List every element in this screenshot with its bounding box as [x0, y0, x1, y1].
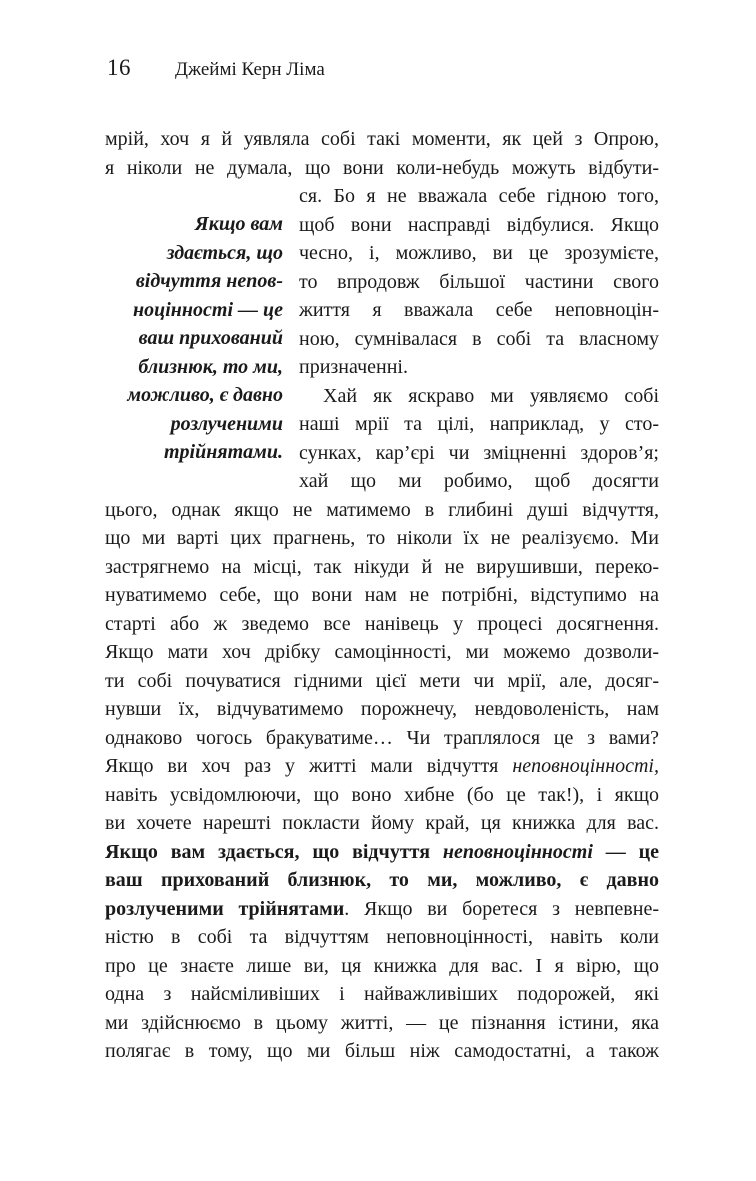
- body-line: одна з найсміливіших і найважливіших подорожей, які: [105, 983, 659, 1005]
- pull-quote-line: близнюк, то ми,: [138, 355, 283, 378]
- page-number: 16: [107, 55, 131, 80]
- body-line: однаково чогось бракуватиме… Чи траплялося це з вами?: [105, 726, 659, 749]
- body-line: розлученими трійнятами. Якщо ви боретеся з невпевне-: [105, 897, 659, 920]
- body-line: Якщо мати хоч дрібку самоцінності, ми можемо дозволи-: [105, 641, 659, 663]
- body-line: що ми варті цих прагнень, то ніколи їх не реалізуємо. Ми: [105, 527, 659, 549]
- body-line: ви хочете нарешті покласти йому край, ця книжка для вас.: [105, 812, 659, 834]
- body-line: чесно, і, можливо, ви це зрозумієте,: [299, 242, 659, 264]
- body-line: ною, сумнівалася в собі та власному: [299, 327, 659, 350]
- body-line: мрій, хоч я й уявляла собі такі моменти, як цей з Опрою,: [105, 128, 659, 150]
- body-line: цього, однак якщо не матимемо в глибині душі відчуття,: [105, 498, 659, 521]
- pull-quote-line: відчуття непов-: [135, 270, 283, 292]
- pull-quote-line: Якщо вам: [194, 213, 283, 235]
- pull-quote-line: розлученими: [170, 412, 283, 435]
- pull-quote-line: трійнятами.: [163, 441, 283, 463]
- running-header: [107, 55, 325, 81]
- pull-quote-line: здається, що: [166, 241, 283, 264]
- body-text: [105, 125, 659, 1066]
- body-line: призначенні.: [299, 356, 408, 378]
- body-line: Якщо ви хоч раз у житті мали відчуття неповноцінності,: [105, 755, 659, 777]
- body-line: Якщо вам здається, що відчуття неповноцінності — це: [105, 840, 659, 863]
- body-line: життя я вважала себе неповноцін-: [299, 299, 659, 321]
- body-line: хай що ми робимо, щоб досягти: [299, 470, 659, 492]
- body-line: то впродовж більшої частини свого: [299, 270, 659, 293]
- body-line: старті або ж зведемо все нанівець у процесі досягнення.: [105, 612, 659, 635]
- body-line: ми здійснюємо в цьому житті, — це пізнання істини, яка: [105, 1011, 659, 1034]
- running-head: Джеймі Керн Ліма: [175, 59, 325, 80]
- body-line: навіть усвідомлюючи, що воно хибне (бо це так!), і якщо: [105, 783, 659, 806]
- body-line: я ніколи не думала, що вони коли-небудь можуть відбути-: [105, 156, 659, 179]
- pull-quote-line: можливо, є давно: [127, 384, 283, 406]
- body-line: про це знаєте лише ви, ця книжка для вас. І я вірю, що: [105, 954, 659, 977]
- body-line: сунках, кар’єрі чи зміцненні здоров’я;: [299, 441, 659, 464]
- body-line: щоб вони насправді відбулися. Якщо: [299, 213, 659, 236]
- body-line: нуватимемо себе, що вони нам не потрібні, відступимо на: [105, 584, 659, 606]
- pull-quote-line: ваш прихований: [138, 327, 283, 349]
- body-line: Хай як яскраво ми уявляємо собі: [323, 384, 659, 407]
- body-line: ся. Бо я не вважала себе гідною того,: [299, 185, 659, 207]
- body-line: ністю в собі та відчуттям неповноцінності, навіть коли: [105, 926, 659, 948]
- body-line: ваш прихований близнюк, то ми, можливо, є давно: [105, 869, 659, 891]
- body-line: застрягнемо на місці, так нікуди й не вирушивши, переко-: [105, 555, 659, 578]
- body-line: ти собі почуватися гідними цієї мети чи мрії, але, досяг-: [105, 669, 659, 692]
- body-line: нувши їх, відчуватимемо порожнечу, невдоволеність, нам: [105, 698, 659, 720]
- body-line: полягає в тому, що ми більш ніж самодостатні, а також: [105, 1040, 659, 1062]
- body-line: наші мрії та цілі, наприклад, у сто-: [299, 413, 659, 435]
- pull-quote-line: ноцінності — це: [133, 298, 283, 321]
